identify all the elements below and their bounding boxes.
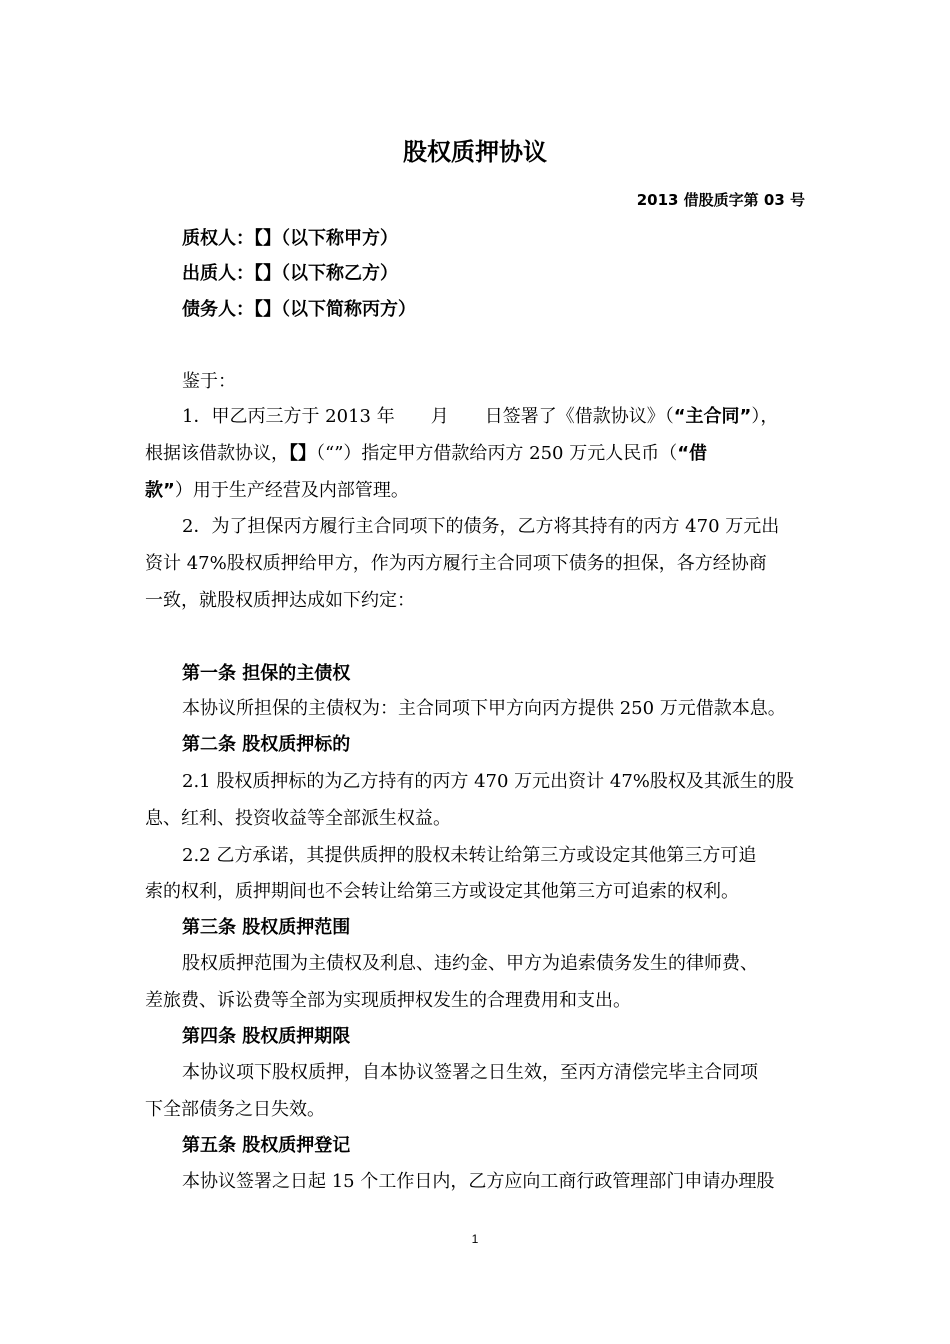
whereas-heading: 鉴于：	[182, 371, 236, 392]
article-1-heading: 第一条 担保的主债权	[182, 663, 351, 684]
article-3-line-2: 差旅费、诉讼费等全部为实现质押权发生的合理费用和支出。	[145, 990, 631, 1011]
article-4-line-2: 下全部债务之日失效。	[145, 1099, 325, 1120]
party-pledgee: 质权人：【】（以下称甲方）	[182, 228, 398, 249]
article-1-text: 本协议所担保的主债权为：主合同项下甲方向丙方提供 250 万元借款本息。	[182, 698, 786, 719]
article-2-heading: 第二条 股权质押标的	[182, 734, 351, 755]
recital-1-line-2: 根据该借款协议，【】（“”）指定甲方借款给丙方 250 万元人民币（“借	[145, 443, 708, 464]
article-2-2-line-1: 2.2 乙方承诺，其提供质押的股权未转让给第三方或设定其他第三方可追	[182, 845, 757, 866]
article-5-heading: 第五条 股权质押登记	[182, 1135, 351, 1156]
article-2-1-line-2: 息、红利、投资收益等全部派生权益。	[145, 808, 451, 829]
recital-2-line-1: 2．为了担保丙方履行主合同项下的债务，乙方将其持有的丙方 470 万元出	[182, 516, 780, 537]
article-3-line-1: 股权质押范围为主债权及利息、违约金、甲方为追索债务发生的律师费、	[182, 953, 758, 974]
article-4-line-1: 本协议项下股权质押，自本协议签署之日生效，至丙方清偿完毕主合同项	[182, 1062, 758, 1083]
article-2-1-line-1: 2.1 股权质押标的为乙方持有的丙方 470 万元出资计 47%股权及其派生的股	[182, 771, 794, 792]
article-2-2-line-2: 索的权利，质押期间也不会转让给第三方或设定其他第三方可追索的权利。	[145, 881, 739, 902]
party-debtor: 债务人：【】（以下简称丙方）	[182, 299, 416, 320]
article-3-heading: 第三条 股权质押范围	[182, 917, 351, 938]
article-5-line-1: 本协议签署之日起 15 个工作日内，乙方应向工商行政管理部门申请办理股	[182, 1171, 775, 1192]
recital-1-line-1: 1．甲乙丙三方于 2013 年 月 日签署了《借款协议》（“主合同”），	[182, 406, 779, 427]
recital-2-line-2: 资计 47%股权质押给甲方，作为丙方履行主合同项下债务的担保，各方经协商	[145, 553, 767, 574]
party-pledgor: 出质人：【】（以下称乙方）	[182, 263, 398, 284]
document-title: 股权质押协议	[403, 138, 547, 166]
recital-2-line-3: 一致，就股权质押达成如下约定：	[145, 590, 415, 611]
page-number: 1	[471, 1232, 479, 1246]
recital-1-line-3: 款”）用于生产经营及内部管理。	[145, 480, 409, 501]
article-4-heading: 第四条 股权质押期限	[182, 1026, 351, 1047]
document-number: 2013 借股质字第 03 号	[636, 191, 805, 209]
